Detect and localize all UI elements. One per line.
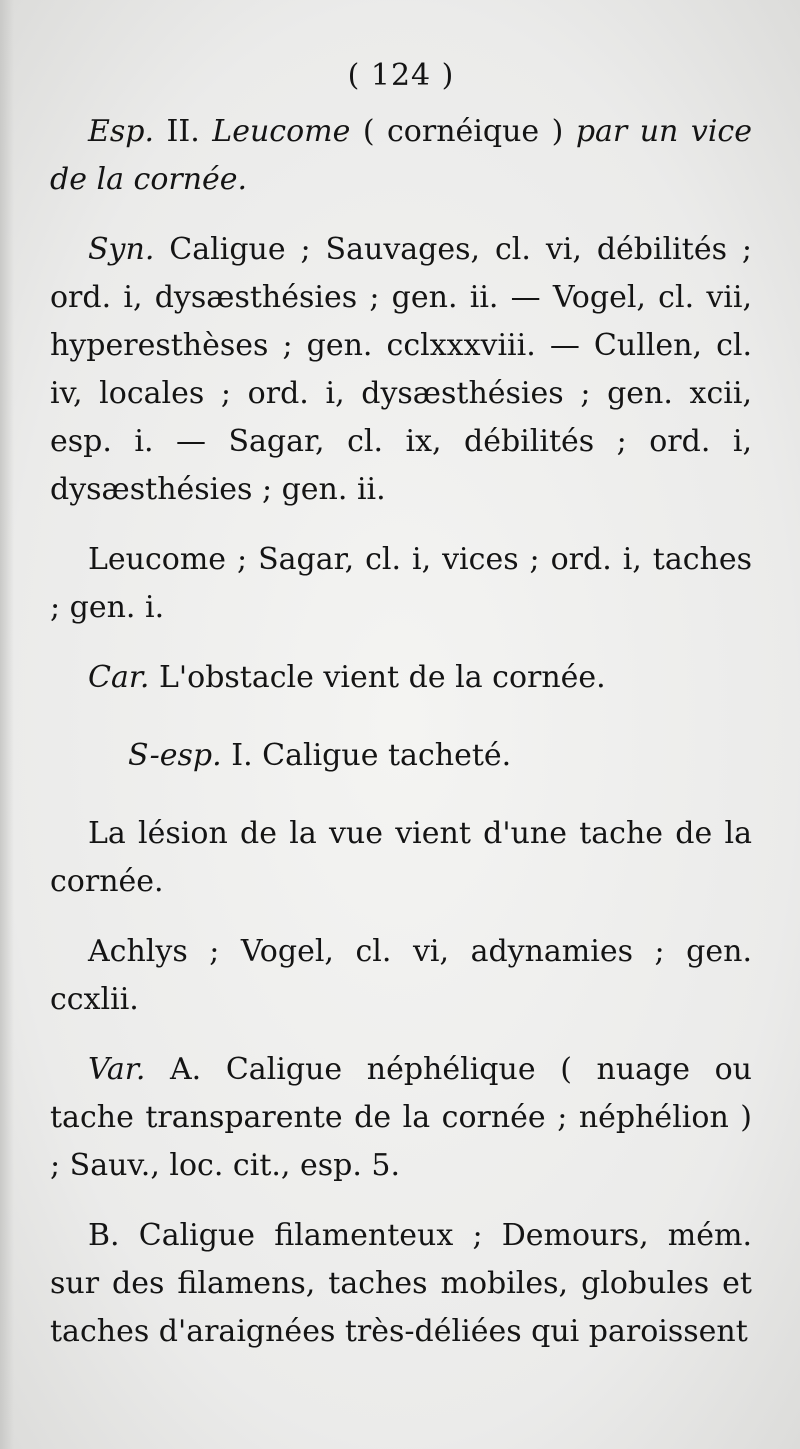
page-number: ( 124 ) <box>347 58 455 93</box>
sesp-label: S-esp. <box>128 738 222 773</box>
sesp-text: I. Caligue tacheté. <box>231 738 512 773</box>
page-spine-shadow <box>0 0 14 1449</box>
var-label: Var. <box>88 1052 146 1087</box>
heading-name: Leucome <box>212 114 351 149</box>
var-a-text: A. Caligue néphélique ( nuage ou tache transparente de la cornée ; néphélion ) ; Sauv., loc. cit., esp. 5. <box>50 1052 752 1183</box>
variety-a-paragraph <box>50 1046 752 1190</box>
leucome-paragraph: Leucome ; Sagar, cl. i, vices ; ord. i, taches ; gen. i. <box>50 542 752 625</box>
variety-b-paragraph: B. Caligue filamenteux ; Demours, mém. sur des filamens, taches mobiles, globules et taches d'araignées très-déliées qui paroissent <box>50 1218 752 1349</box>
lesion-paragraph: La lésion de la vue vient d'une tache de la cornée. <box>50 816 752 899</box>
car-text: L'obstacle vient de la cornée. <box>158 660 606 695</box>
subspecies-heading <box>50 732 752 780</box>
heading-paren: ( cornéique ) <box>362 114 564 149</box>
heading-rest: par un vice de la cornée. <box>50 114 752 197</box>
heading-number: II. <box>166 114 200 149</box>
page-text <box>50 52 752 1378</box>
syn-text: Caligue ; Sauvages, cl. vi, débilités ; ord. i, dysæsthésies ; gen. ii. — Vogel, cl. vii, hyperesthèses ; gen. cclxxxviii. — Cullen, cl. iv, locales ; ord. i, dysæsthésies ; gen. xcii, esp. i. — Sagar, cl. ix, débilités ; ord. i, dysæsthésies ; gen. ii. <box>50 232 752 507</box>
achlys-paragraph: Achlys ; Vogel, cl. vi, adynamies ; gen. ccxlii. <box>50 934 752 1017</box>
heading-esp-ii <box>50 108 752 204</box>
heading-esp-label: Esp. <box>88 114 155 149</box>
synonymy-paragraph <box>50 226 752 514</box>
character-paragraph <box>50 654 752 702</box>
syn-label: Syn. <box>88 232 155 267</box>
car-label: Car. <box>88 660 150 695</box>
